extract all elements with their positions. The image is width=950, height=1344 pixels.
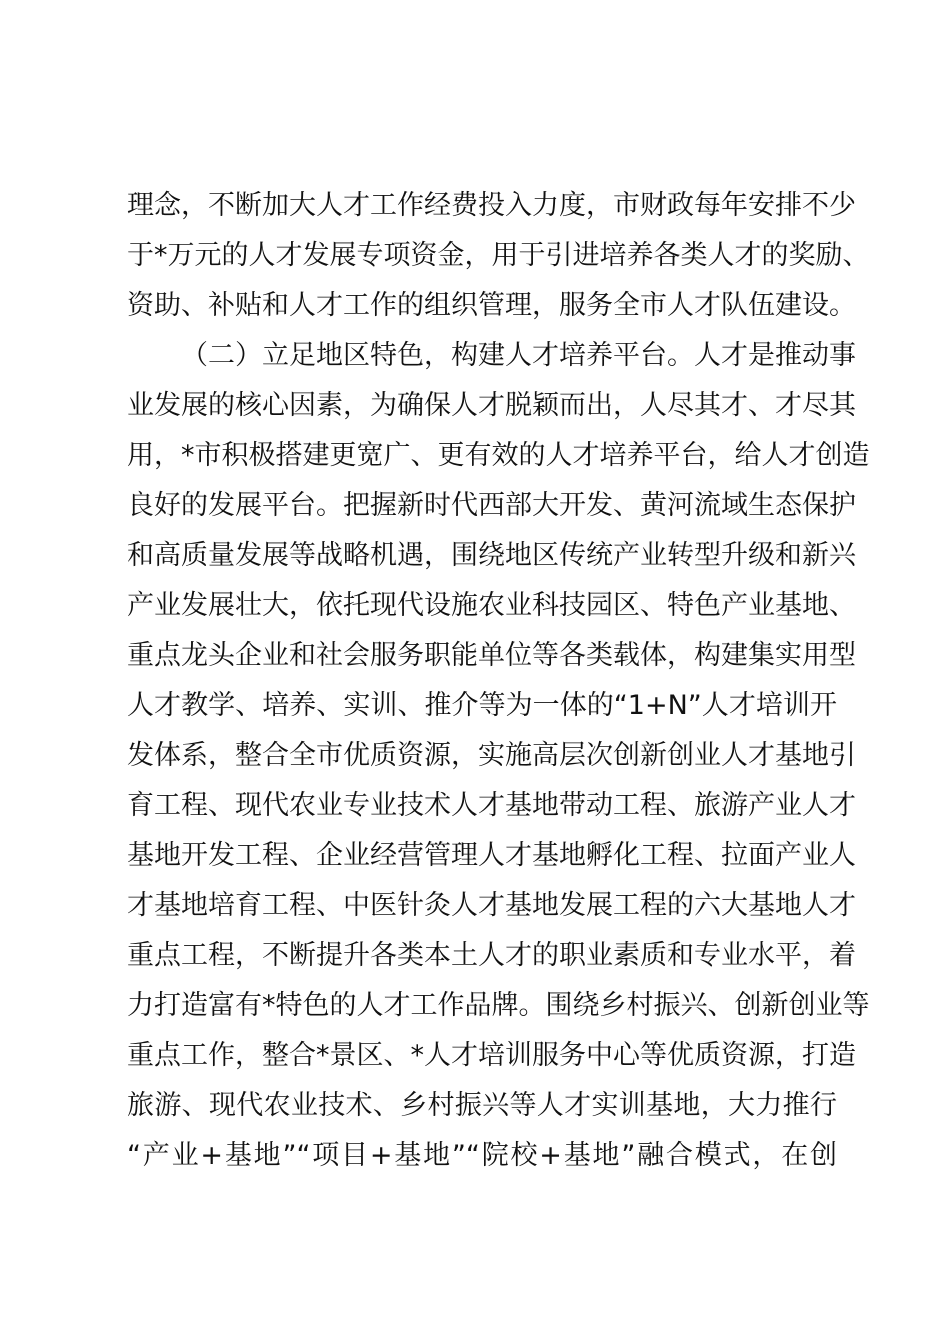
text-line-14: 基地开发工程、企业经营管理人才基地孵化工程、拉面产业人 [127,840,856,871]
text-line-7: 良好的发展平台。把握新时代西部大开发、黄河流域生态保护 [127,490,856,521]
text-line-8: 和高质量发展等战略机遇，围绕地区传统产业转型升级和新兴 [127,540,856,571]
section-heading-line: （二）立足地区特色，构建人才培养平台。人才是推动事 [181,340,856,371]
text-line-5: 业发展的核心因素，为确保人才脱颖而出，人尽其才、才尽其 [127,390,856,421]
text-line-15: 才基地培育工程、中医针灸人才基地发展工程的六大基地人才 [127,890,856,921]
text-line-11: 人才教学、培养、实训、推介等为一体的“1+N”人才培训开 [127,690,837,721]
text-line-9: 产业发展壮大，依托现代设施农业科技园区、特色产业基地、 [127,590,856,621]
text-line-20: “产业+基地”“项目+基地”“院校+基地”融合模式，在创 [127,1140,837,1171]
text-line-10: 重点龙头企业和社会服务职能单位等各类载体，构建集实用型 [127,640,856,671]
text-line-17: 力打造富有*特色的人才工作品牌。围绕乡村振兴、创新创业等 [127,990,870,1021]
text-line-19: 旅游、现代农业技术、乡村振兴等人才实训基地，大力推行 [127,1090,837,1121]
text-line-2: 于*万元的人才发展专项资金，用于引进培养各类人才的奖励、 [127,240,870,271]
text-line-6: 用，*市积极搭建更宽广、更有效的人才培养平台，给人才创造 [127,440,870,471]
text-line-13: 育工程、现代农业专业技术人才基地带动工程、旅游产业人才 [127,790,856,821]
text-line-18: 重点工作，整合*景区、*人才培训服务中心等优质资源，打造 [127,1040,856,1071]
text-line-16: 重点工程，不断提升各类本土人才的职业素质和专业水平，着 [127,940,856,971]
text-line-3: 资助、补贴和人才工作的组织管理，服务全市人才队伍建设。 [127,290,856,321]
text-line-1: 理念，不断加大人才工作经费投入力度，市财政每年安排不少 [127,190,856,221]
text-line-12: 发体系，整合全市优质资源，实施高层次创新创业人才基地引 [127,740,856,771]
